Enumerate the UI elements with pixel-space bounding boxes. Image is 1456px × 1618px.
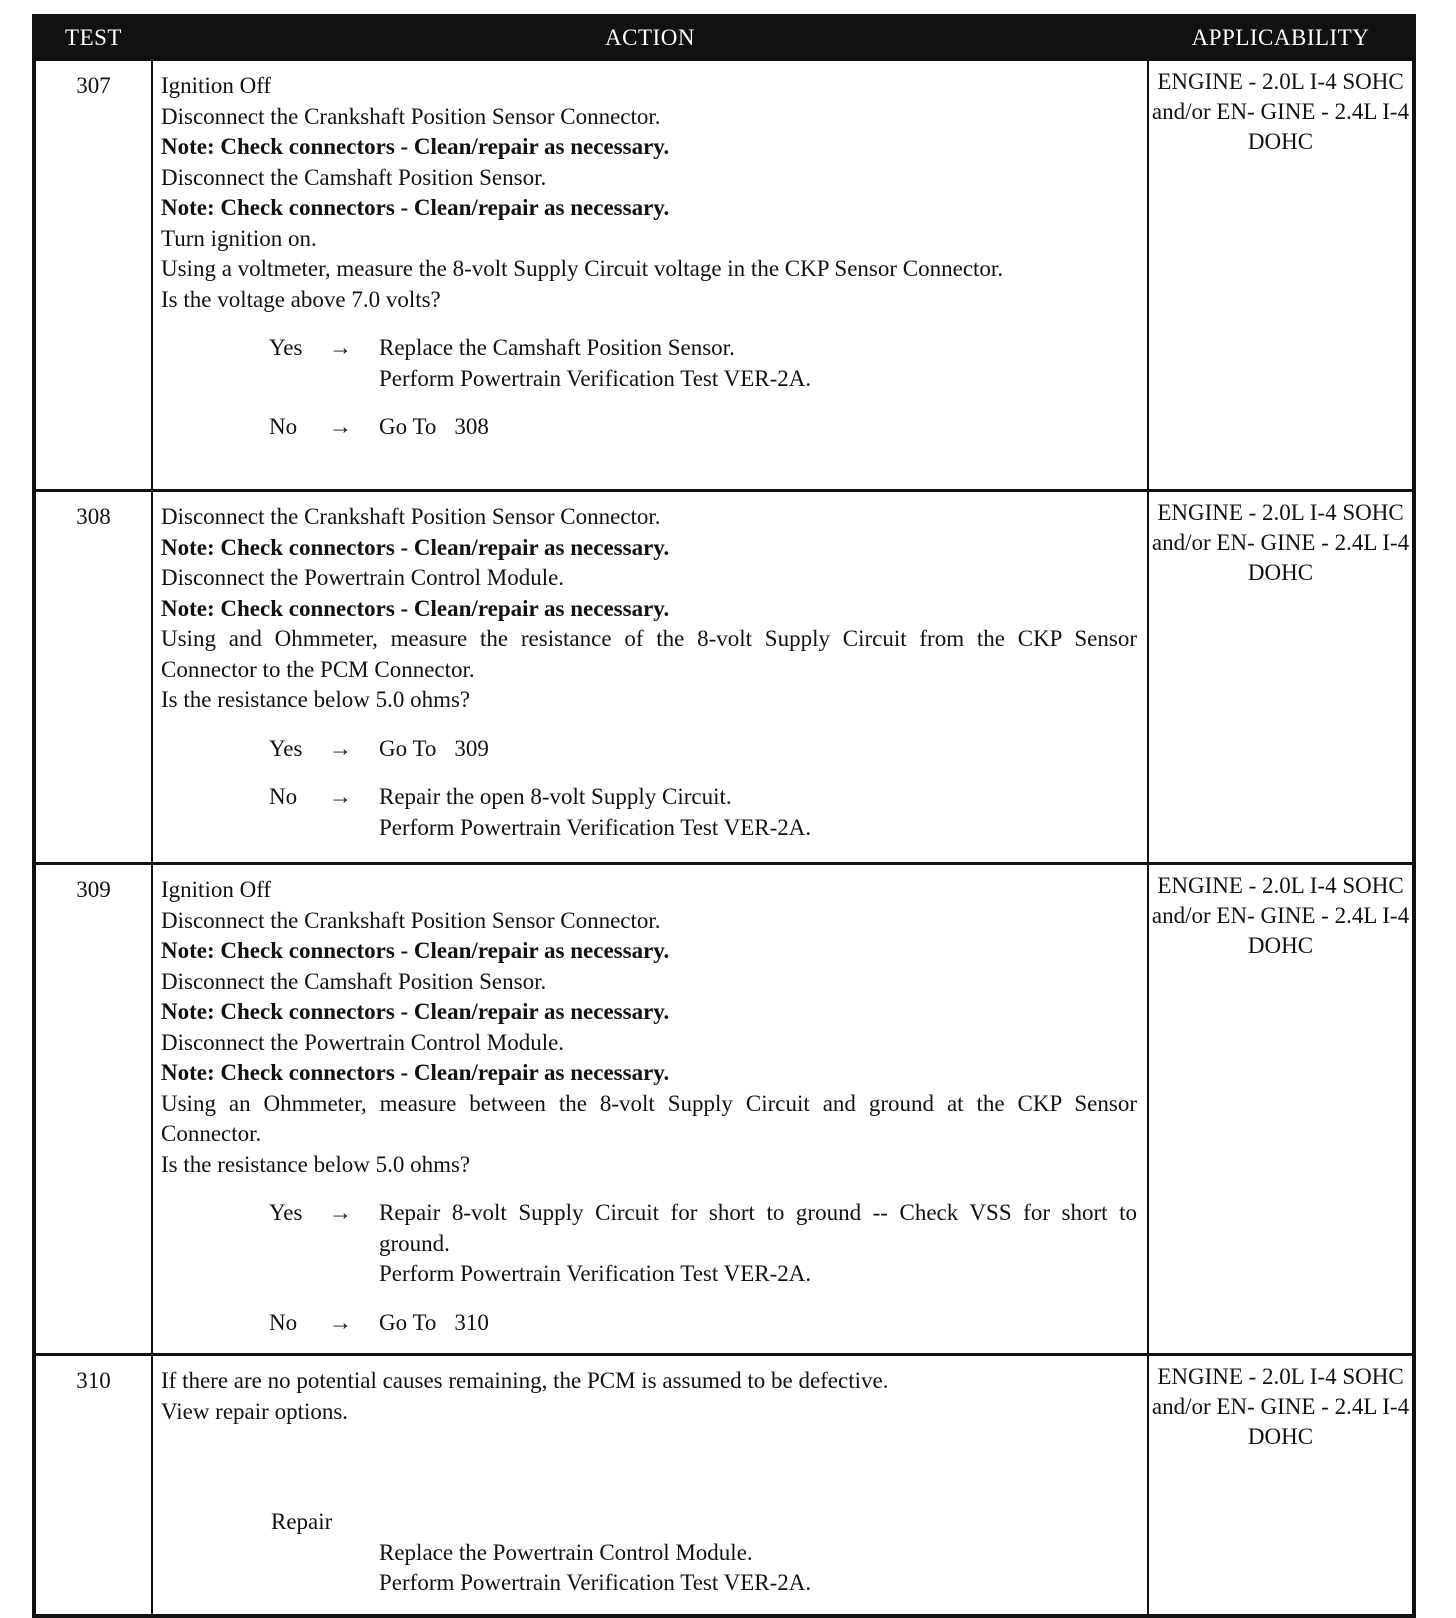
action-note: Note: Check connectors - Clean/repair as necessary. [161, 534, 670, 560]
table-header-row [34, 16, 1414, 60]
table-row [34, 1355, 1414, 1617]
test-number: 308 [34, 491, 152, 864]
no-step: Perform Powertrain Verification Test VER-2A. [379, 814, 812, 840]
diagnostic-test-table [32, 14, 1416, 1618]
yes-label: Yes [269, 335, 303, 360]
action-note: Note: Check connectors - Clean/repair as necessary. [161, 1060, 670, 1085]
right-arrow-icon: → [329, 735, 352, 761]
applicability-cell: ENGINE - 2.0L I-4 SOHC and/or EN- GINE - 2.4L I-4 DOHC [1148, 491, 1414, 864]
action-step: Disconnect the Camshaft Position Sensor. [161, 164, 547, 190]
goto-test-link[interactable]: 308 [454, 414, 489, 439]
action-note: Note: Check connectors - Clean/repair as necessary. [161, 134, 670, 159]
goto-text: Go To [379, 1309, 437, 1335]
action-step: Disconnect the Crankshaft Position Sensor Connector. [161, 504, 661, 529]
yes-response [269, 333, 1137, 394]
action-step: Ignition Off [161, 73, 272, 98]
action-step: Disconnect the Camshaft Position Sensor. [161, 968, 547, 994]
no-label: No [269, 784, 298, 809]
applicability-cell: ENGINE - 2.0L I-4 SOHC and/or EN- GINE - 2.4L I-4 DOHC [1148, 1355, 1414, 1617]
repair-steps [379, 1538, 1137, 1599]
yes-step: Perform Powertrain Verification Test VER-2A. [379, 1261, 812, 1286]
test-number: 310 [34, 1355, 152, 1617]
action-note: Note: Check connectors - Clean/repair as necessary. [161, 938, 670, 963]
right-arrow-icon: → [329, 784, 352, 809]
table-row [34, 491, 1414, 864]
applicability-cell: ENGINE - 2.0L I-4 SOHC and/or EN- GINE - 2.4L I-4 DOHC [1148, 60, 1414, 491]
action-cell [152, 1355, 1148, 1617]
action-step: Ignition Off [161, 877, 272, 902]
action-question: Is the voltage above 7.0 volts? [161, 286, 441, 312]
action-cell [152, 491, 1148, 864]
action-step: Using a voltmeter, measure the 8-volt Supply Circuit voltage in the CKP Sensor Connector. [161, 256, 1004, 281]
goto-text: Go To [379, 414, 437, 439]
no-response [269, 412, 1137, 443]
action-question: Is the resistance below 5.0 ohms? [161, 687, 471, 712]
action-step: Disconnect the Powertrain Control Module. [161, 565, 565, 590]
no-response [269, 782, 1137, 843]
yes-label: Yes [269, 1200, 303, 1225]
goto-text: Go To [379, 735, 437, 761]
action-step: Disconnect the Crankshaft Position Sensor Connector. [161, 907, 661, 933]
right-arrow-icon: → [329, 1200, 352, 1225]
header-applicability: APPLICABILITY [1148, 16, 1414, 60]
diagnostic-procedure-sheet [32, 14, 1412, 1618]
no-step: Repair the open 8-volt Supply Circuit. [379, 784, 732, 809]
right-arrow-icon: → [329, 414, 352, 439]
action-step: Disconnect the Powertrain Control Module. [161, 1029, 565, 1055]
yes-step: Repair 8-volt Supply Circuit for short to ground -- Check VSS for short to ground. [379, 1200, 1137, 1256]
yes-step: Perform Powertrain Verification Test VER-2A. [379, 365, 812, 391]
action-step: View repair options. [161, 1398, 349, 1424]
action-step: Using an Ohmmeter, measure between the 8-volt Supply Circuit and ground at the CKP Sensor Connector. [161, 1090, 1137, 1146]
action-note: Note: Check connectors - Clean/repair as necessary. [161, 595, 670, 621]
header-action: ACTION [152, 16, 1148, 60]
action-step: If there are no potential causes remaining, the PCM is assumed to be defective. [161, 1368, 889, 1393]
no-label: No [269, 414, 298, 439]
repair-label: Repair [271, 1509, 333, 1534]
right-arrow-icon: → [329, 335, 352, 360]
action-note: Note: Check connectors - Clean/repair as necessary. [161, 999, 670, 1024]
goto-test-link[interactable]: 309 [454, 735, 489, 761]
action-step: Disconnect the Crankshaft Position Sensor Connector. [161, 103, 661, 129]
action-question: Is the resistance below 5.0 ohms? [161, 1151, 471, 1177]
action-step: Using and Ohmmeter, measure the resistance of the 8-volt Supply Circuit from the CKP Sensor Connector to the PCM Connector. [161, 626, 1137, 682]
yes-response [269, 1198, 1137, 1290]
repair-step: Replace the Powertrain Control Module. [379, 1539, 753, 1565]
yes-label: Yes [269, 735, 303, 761]
header-test: TEST [34, 16, 152, 60]
yes-step: Replace the Camshaft Position Sensor. [379, 335, 735, 360]
repair-step: Perform Powertrain Verification Test VER-2A. [379, 1570, 812, 1595]
action-note: Note: Check connectors - Clean/repair as necessary. [161, 195, 670, 220]
applicability-cell: ENGINE - 2.0L I-4 SOHC and/or EN- GINE - 2.4L I-4 DOHC [1148, 864, 1414, 1355]
goto-test-link[interactable]: 310 [454, 1309, 489, 1335]
action-cell [152, 864, 1148, 1355]
test-number: 307 [34, 60, 152, 491]
test-number: 309 [34, 864, 152, 1355]
no-label: No [269, 1309, 298, 1335]
yes-response [269, 734, 1137, 765]
action-cell [152, 60, 1148, 491]
right-arrow-icon: → [329, 1309, 352, 1335]
action-step: Turn ignition on. [161, 225, 317, 251]
table-row [34, 864, 1414, 1355]
no-response [269, 1308, 1137, 1339]
table-row [34, 60, 1414, 491]
